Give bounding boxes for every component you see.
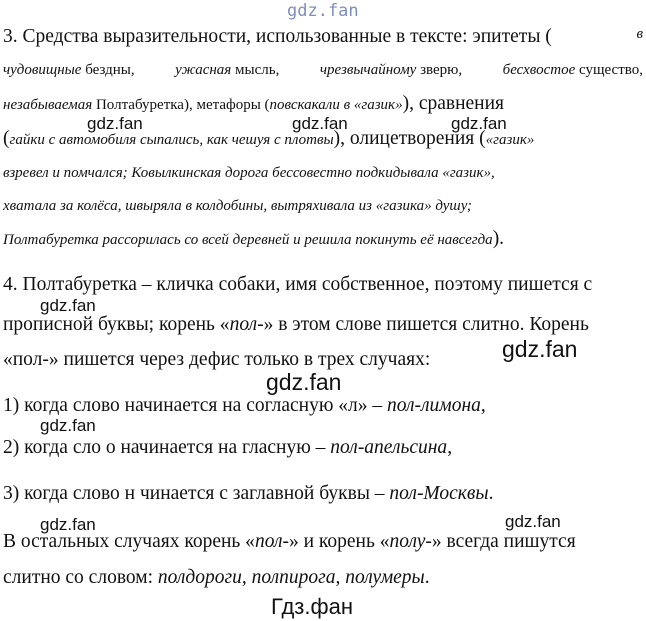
item3-line2: чудовищные бездны, ужасная мысль, чрезвычайному зверю, бесхвостое существо,: [3, 62, 643, 78]
item4-rest-line2: слитно со словом: полдороги, полпирога, полумеры.: [3, 567, 430, 588]
watermark-bottom: Гдз.фан: [271, 594, 353, 619]
watermark: gdz.fan: [505, 512, 561, 531]
item3-line3: незабываемая Полтабуретка), метафоры (повскакали в «газик»), сравнения: [3, 93, 505, 114]
watermark: gdz.fan: [40, 416, 96, 435]
item3-line7: Полтабуретка рассорилась со всей деревней и решила покинуть её навсегда).: [3, 228, 505, 249]
item4-case1: 1) когда слово начинается на согласную «л» – пол-лимона,: [3, 395, 486, 416]
item4-para-line3: «пол-» пишется через дефис только в трех случаях:: [3, 349, 431, 370]
item4-rest-line1: В остальных случаях корень «пол-» и корень «полу-» всегда пишутся: [3, 531, 576, 552]
item3-line6: хватала за колёса, швыряла в колдобины, вытряхивала из «газика» душу;: [3, 198, 472, 214]
item4-para-line1: 4. Полтабуретка – кличка собаки, имя собственное, поэтому пишется с: [3, 274, 593, 295]
item3-line1: 3. Средства выразительности, использованные в тексте: эпитеты ( в: [3, 26, 643, 47]
item4-case3: 3) когда слово н чинается с заглавной буквы – пол-Москвы.: [3, 483, 494, 504]
watermark-top: gdz.fan: [287, 1, 359, 21]
item4-case2: 2) когда сло о начинается на гласную – пол-апельсина,: [3, 437, 453, 458]
item4-para-line2: прописной буквы; корень «пол-» в этом слове пишется слитно. Корень: [3, 314, 589, 335]
watermark: gdz.fan: [87, 114, 143, 133]
watermark: gdz.fan: [266, 369, 342, 395]
watermark: gdz.fan: [40, 296, 96, 315]
item3-line5: взревел и помчался; Ковылкинская дорога бессовестно подкидывала «газик»,: [3, 165, 495, 181]
item3-line4: (гайки с автомобиля сыпались, как чешуя с плотвы), олицетворения («газик»: [3, 128, 535, 149]
watermark: gdz.fan: [451, 114, 507, 133]
watermark: gdz.fan: [40, 515, 96, 534]
watermark: gdz.fan: [502, 336, 578, 362]
watermark: gdz.fan: [292, 114, 348, 133]
